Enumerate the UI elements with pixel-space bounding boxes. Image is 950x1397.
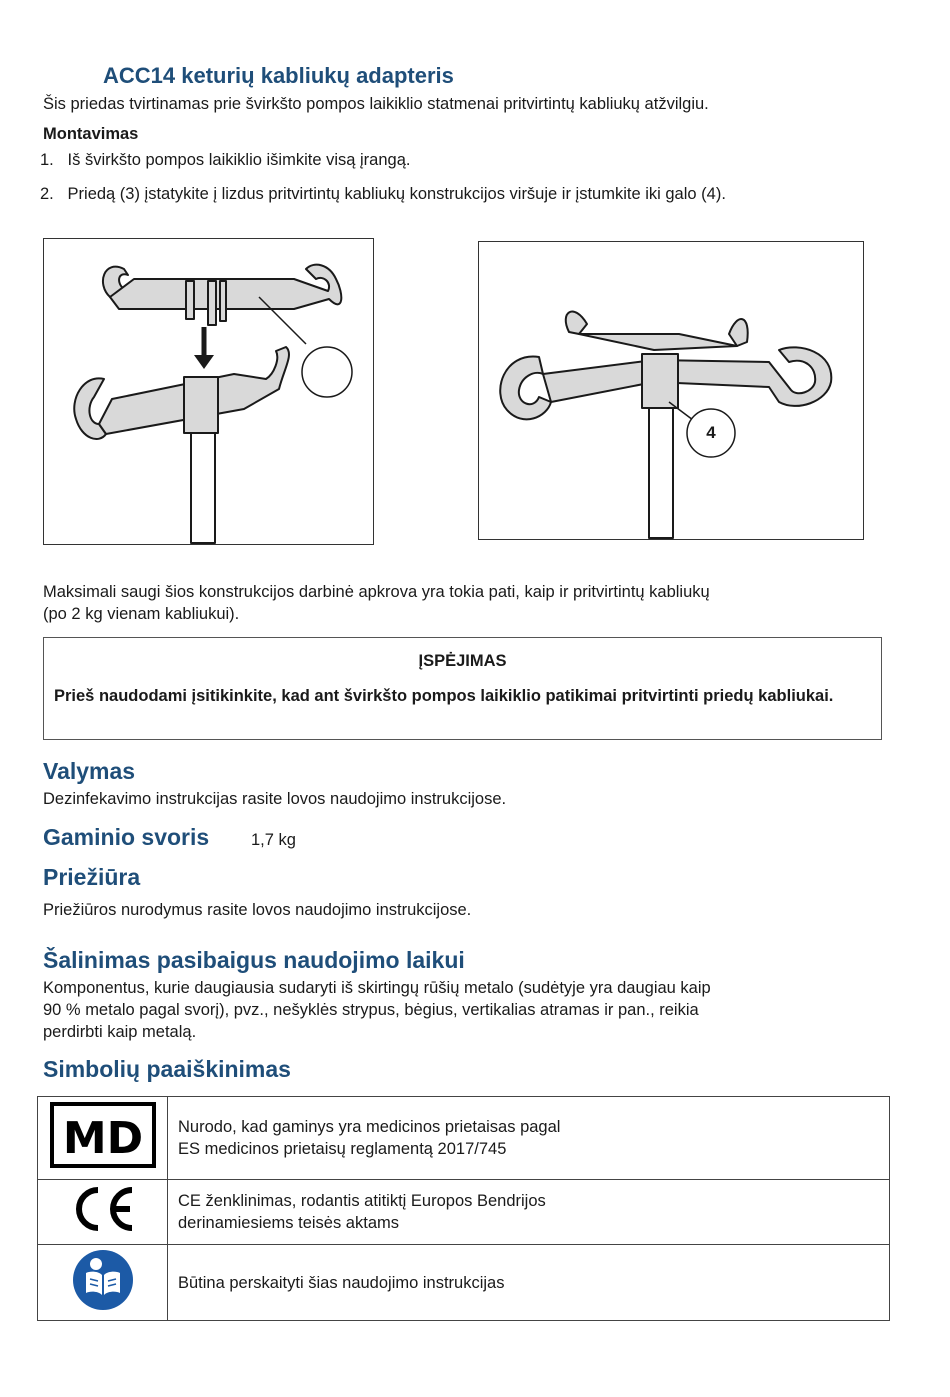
symbol-description-line: Nurodo, kad gaminys yra medicinos prietaisas pagal: [178, 1118, 561, 1136]
mounting-step-1: [40, 149, 410, 171]
load-text-line-2: (po 2 kg vienam kabliukui).: [43, 605, 240, 623]
figure-assembled-adapter: [478, 241, 864, 540]
document-title: ACC14 keturių kabliukų adapteris: [103, 63, 454, 88]
symbol-description-line: Būtina perskaityti šias naudojimo instrukcijas: [178, 1273, 505, 1292]
callout-label-4: 4: [706, 423, 716, 442]
step-number: 2.: [40, 185, 54, 203]
symbols-table: [37, 1096, 890, 1321]
warning-title: ĮSPĖJIMAS: [418, 652, 507, 670]
symbol-row-ce: [38, 1180, 890, 1245]
ce-mark-icon: [68, 1184, 138, 1234]
maintenance-heading: Priežiūra: [43, 864, 141, 890]
adapter-insert-illustration: [44, 239, 373, 544]
step-text: Iš švirkšto pompos laikiklio išimkite visą įrangą.: [67, 151, 411, 169]
symbol-description-line: derinamiesiems teisės aktams: [178, 1214, 399, 1232]
cleaning-heading: Valymas: [43, 758, 136, 784]
adapter-assembled-illustration: [479, 242, 863, 539]
step-number: 1.: [40, 151, 54, 169]
step-text: Priedą (3) įstatykite į lizdus pritvirtintų kabliukų konstrukcijos viršuje ir įstumkite iki galo (4).: [67, 185, 726, 203]
weight-value: 1,7 kg: [251, 831, 296, 849]
maintenance-text: Priežiūros nurodymus rasite lovos naudojimo instrukcijose.: [43, 901, 472, 919]
weight-heading: Gaminio svoris: [43, 824, 210, 850]
symbol-description-line: CE ženklinimas, rodantis atitiktį Europos Bendrijos: [178, 1192, 546, 1210]
load-text-line-1: Maksimali saugi šios konstrukcijos darbinė apkrova yra tokia pati, kaip ir pritvirtintų kabliukų: [43, 583, 710, 601]
symbol-description-line: ES medicinos prietaisų reglamentą 2017/745: [178, 1140, 507, 1158]
mounting-step-2: [40, 183, 726, 205]
disposal-text-line-1: Komponentus, kurie daugiausia sudaryti iš skirtingų rūšių metalo (sudėtyje yra daugiau kaip: [43, 979, 711, 997]
symbol-description: [168, 1245, 890, 1321]
svg-text:MD: MD: [62, 1113, 143, 1164]
symbol-row-md: [38, 1097, 890, 1180]
symbol-cell: [38, 1180, 168, 1245]
md-medical-device-icon: [49, 1101, 157, 1169]
disposal-text-line-3: perdirbti kaip metalą.: [43, 1023, 197, 1041]
figure-insert-adapter: [43, 238, 374, 545]
read-instructions-icon: [72, 1249, 134, 1311]
symbol-cell: [38, 1245, 168, 1321]
symbol-description: [168, 1097, 890, 1180]
warning-box: [43, 637, 882, 740]
disposal-text-line-2: 90 % metalo pagal svorį), pvz., nešyklės strypus, bėgius, vertikalias atramas ir pan., reikia: [43, 1001, 699, 1019]
symbol-description: [168, 1180, 890, 1245]
disposal-heading: Šalinimas pasibaigus naudojimo laikui: [43, 947, 465, 973]
intro-text: Šis priedas tvirtinamas prie švirkšto pompos laikiklio statmenai pritvirtintų kabliukų atžvilgiu.: [43, 95, 709, 113]
mounting-heading: Montavimas: [43, 125, 139, 143]
warning-text: Prieš naudodami įsitikinkite, kad ant švirkšto pompos laikiklio patikimai pritvirtinti priedų kabliukai.: [54, 687, 834, 705]
symbol-row-read-instructions: [38, 1245, 890, 1321]
cleaning-text: Dezinfekavimo instrukcijas rasite lovos naudojimo instrukcijose.: [43, 790, 507, 808]
symbol-cell: [38, 1097, 168, 1180]
callout-circle: [302, 347, 352, 397]
symbols-heading: Simbolių paaiškinimas: [43, 1056, 291, 1082]
